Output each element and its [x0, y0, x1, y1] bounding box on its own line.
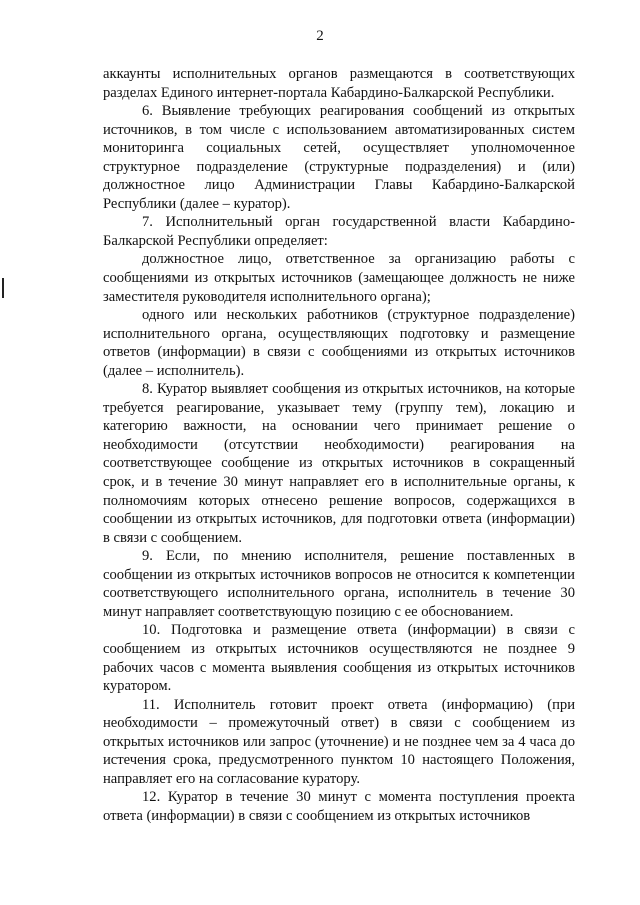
paragraph-item-11: 11. Исполнитель готовит проект ответа (информацию) (при необходимости – промежуточный ответ) в связи с сообщением из открытых источников или запрос (уточнение) и не позднее чем за 4 часа до истечения срока, предусмотренного пунктом 10 настоящего Положения, направляет его на согласование куратору.	[103, 696, 575, 787]
paragraph-item-6: 6. Выявление требующих реагирования сообщений из открытых источников, в том числе с использованием автоматизированных систем мониторинга социальных сетей, осуществляет уполномоченное структурное подразделение (структурные подразделения) и (или) должностное лицо Администрации Главы Кабардино-Балкарской Республики (далее – куратор).	[103, 103, 575, 212]
document-body	[103, 65, 575, 825]
paragraph-item-12: 12. Куратор в течение 30 минут с момента поступления проекта ответа (информации) в связи с сообщением из открытых источников	[103, 789, 575, 824]
paragraph-item-7: 7. Исполнительный орган государственной власти Кабардино-Балкарской Республики определяет:	[103, 214, 575, 249]
paragraph-continuation: аккаунты исполнительных органов размещаются в соответствующих разделах Единого интернет-портала Кабардино-Балкарской Республики.	[103, 66, 575, 101]
paragraph-item-8: 8. Куратор выявляет сообщения из открытых источников, на которые требуется реагирование, указывает тему (группу тем), локацию и категорию важности, на основании чего принимает решение о необходимости (отсутствии необходимости) реагирования на соответствующее сообщение из открытых источников в сокращенный срок, и в течение 30 минут направляет его в исполнительные органы, к полномочиям которых отнесено решение вопросов, содержащихся в сообщении из открытых источников, для подготовки ответа (информации) в связи с сообщением.	[103, 381, 575, 546]
paragraph-item-7-official: должностное лицо, ответственное за организацию работы с сообщениями из открытых источников (замещающее должность не ниже заместителя руководителя исполнительного органа);	[103, 251, 575, 305]
paragraph-item-9: 9. Если, по мнению исполнителя, решение поставленных в сообщении из открытых источников вопросов не относится к компетенции соответствующего исполнительного органа, исполнитель в течение 30 минут направляет соответствующую позицию с ее обоснованием.	[103, 548, 575, 620]
paragraph-item-10: 10. Подготовка и размещение ответа (информации) в связи с сообщением из открытых источников осуществляются не позднее 9 рабочих часов с момента выявления сообщения из открытых источников куратором.	[103, 622, 575, 695]
scan-edge-mark	[2, 278, 4, 298]
page-number: 2	[316, 28, 324, 44]
paragraph-item-7-executor: одного или нескольких работников (структурное подразделение) исполнительного органа, осуществляющих подготовку и размещение ответов (информации) в связи с сообщениями из открытых источников (далее – исполнитель).	[103, 307, 575, 379]
